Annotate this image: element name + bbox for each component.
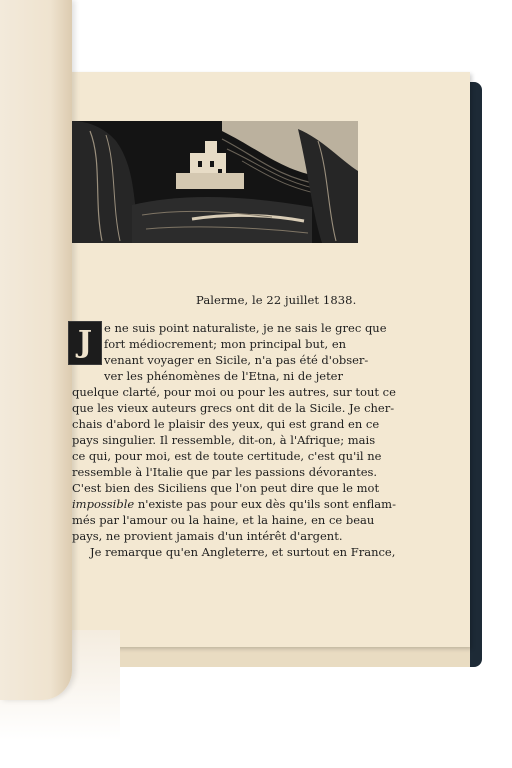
text-line-14: pays, ne provient jamais d'un intérêt d'argent.	[72, 529, 343, 543]
text-line-12	[72, 497, 396, 511]
text-line-13: més par l'amour ou la haine, et la haine, en ce beau	[72, 513, 375, 527]
text-line-15: Je remarque qu'en Angleterre, et surtout en France,	[90, 545, 396, 559]
dateline: Palerme, le 22 juillet 1838.	[196, 293, 357, 307]
text-line-2: fort médiocrement; mon principal but, en	[104, 337, 347, 351]
text-line-11: C'est bien des Siciliens que l'on peut dire que le mot	[72, 481, 380, 495]
text-line-12-rest: n'existe pas pour eux dès qu'ils sont enflam-	[134, 497, 396, 511]
ornamental-dropcap	[68, 321, 102, 365]
text-line-9: ce qui, pour moi, est de toute certitude, c'est qu'il ne	[72, 449, 382, 463]
text-line-7: chais d'abord le plaisir des yeux, qui est grand en ce	[72, 417, 380, 431]
italic-word: impossible	[72, 497, 135, 511]
dropcap-letter: J	[77, 325, 93, 360]
text-line-8: pays singulier. Il ressemble, dit-on, à l'Afrique; mais	[72, 433, 376, 447]
text-line-3: venant voyager en Sicile, n'a pas été d'obser-	[104, 353, 369, 367]
left-page	[0, 0, 72, 700]
text-line-4: ver les phénomènes de l'Etna, ni de jeter	[104, 369, 343, 383]
text-line-1: e ne suis point naturaliste, je ne sais le grec que	[104, 321, 387, 335]
text-line-6: que les vieux auteurs grecs ont dit de la Sicile. Je cher-	[72, 401, 395, 415]
text-line-10: ressemble à l'Italie que par les passions dévorantes.	[72, 465, 378, 479]
text-line-5: quelque clarté, pour moi ou pour les autres, sur tout ce	[72, 385, 396, 399]
woodcut-illustration	[72, 121, 358, 243]
